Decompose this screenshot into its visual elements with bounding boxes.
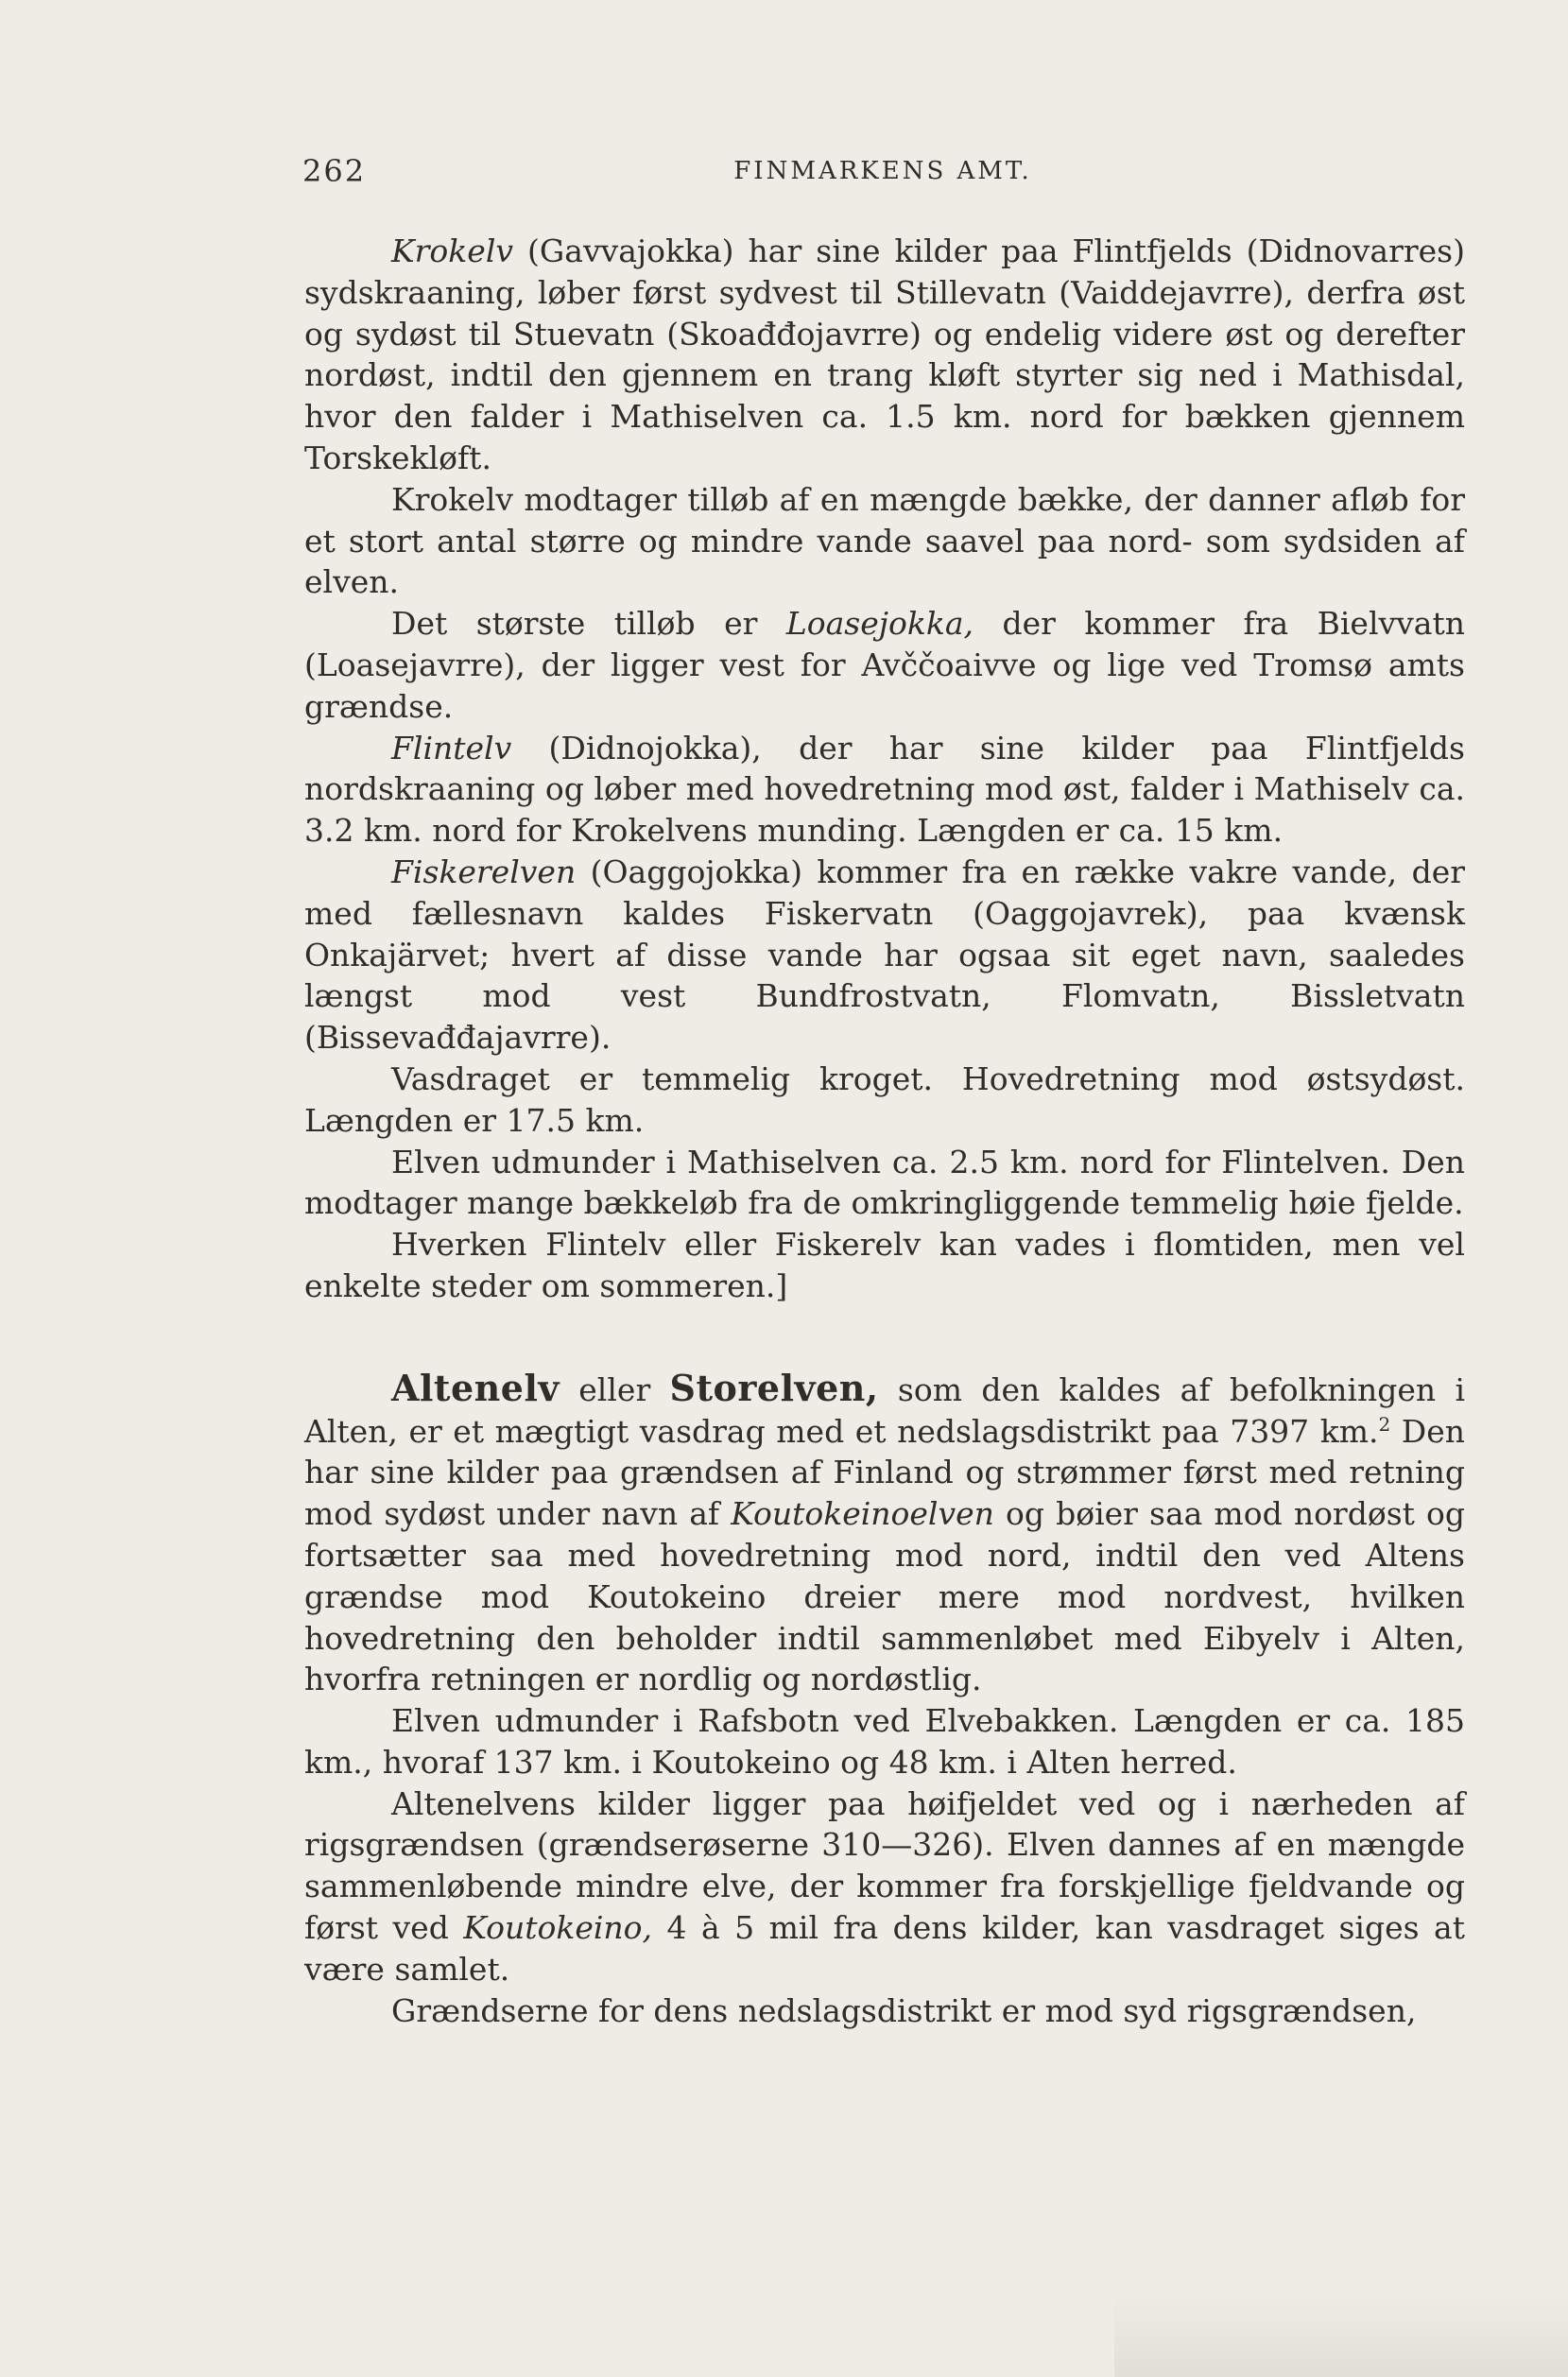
river-name-krokelv: Krokelv <box>391 233 514 269</box>
paragraph-grændserne <box>304 1990 1465 2032</box>
paragraph-udmunder <box>304 1142 1465 1225</box>
paragraph-text: der kommer fra Bielvvatn (Loasejavrre), der ligger vest for Avččoaivve og lige ved Tromsø amts grændse. <box>304 605 1465 725</box>
paragraph-text: (Oaggojokka) kommer fra en række vakre vande, der med fællesnavn kaldes Fiskervatn (Oaggojavrek), paa kvænsk Onkajärvet; hvert af disse vande har ogsaa sit eget navn, saaledes længst mod vest Bundfrostvatn, Flomvatn, Bissletvatn (Bissevađđajavrre). <box>304 853 1465 1057</box>
river-name-koutokeinoelven: Koutokeinoelven <box>731 1495 994 1533</box>
paragraph-text: Elven udmunder i Rafsbotn ved Elvebakken. Længden er ca. 185 km., hvoraf 137 km. i Koutokeino og 48 km. i Alten herred. <box>304 1702 1465 1781</box>
river-name-loasejokka: Loasejokka, <box>785 605 974 643</box>
paragraph-text: (Gavvajokka) har sine kilder paa Flintfjelds (Didnovarres) sydskraaning, løber først sydvest til Stillevatn (Vaiddejavrre), derfra øst og sydøst til Stuevatn (Skoađđojavrre) og endelig videre øst og derefter nordøst, indtil den gjennem en trang kløft styrter sig ned i Mathisdal, hvor den falder i Mathiselven ca. 1.5 km. nord for bækken gjennem Torskekløft. <box>304 233 1465 476</box>
paragraph-altenelv <box>304 1368 1465 1700</box>
paragraph-fiskerelven <box>304 852 1465 1059</box>
place-name-koutokeino: Koutokeino, <box>463 1909 653 1947</box>
river-name-altenelv: Altenelv <box>391 1366 560 1409</box>
page-header <box>302 153 1463 191</box>
paragraph-text: Grændserne for dens nedslagsdistrikt er mod syd rigsgrændsen, <box>391 1991 1417 2029</box>
page-number: 262 <box>302 153 367 189</box>
paragraph-text: eller <box>559 1370 670 1408</box>
paragraph-text: Vasdraget er temmelig kroget. Hovedretning mod østsydøst. Længden er 17.5 km. <box>304 1059 1465 1139</box>
paragraph-text: Krokelv modtager tilløb af en mængde bække, der danner afløb for et stort antal større og mindre vande saavel paa nord- som sydsiden af elven. <box>304 480 1465 601</box>
page-corner-shadow <box>1114 2292 1568 2377</box>
paragraph-text: Hverken Flintelv eller Fiskerelv kan vades i flomtiden, men vel enkelte steder om sommeren.] <box>304 1226 1465 1304</box>
river-name-storelven: Storelven, <box>669 1366 879 1409</box>
running-head: FINMARKENS AMT. <box>733 157 1032 185</box>
paragraph-text: Altenelvens kilder ligger paa høifjeldet ved og i nærheden af rigsgrændsen (grændserøserne 310—326). Elven dannes af en mængde sammenløbende mindre elve, der kommer fra forskjellige fjeldvande og først ved <box>304 1784 1465 1947</box>
paragraph-text: 4 à 5 mil fra dens kilder, kan vasdraget siges at være samlet. <box>304 1909 1465 1988</box>
paragraph-flintelv <box>304 728 1465 852</box>
paragraph-text: (Didnojokka), der har sine kilder paa Flintfjelds nordskraaning og løber med hovedretning mod øst, falder i Mathiselv ca. 3.2 km. nord for Krokelvens munding. Længden er ca. 15 km. <box>304 729 1465 850</box>
paragraph-text: og bøier saa mod nordøst og fortsætter saa med hovedretning mod nord, indtil den ved Altens grændse mod Koutokeino dreier mere mod nordvest, hvilken hovedretning den beholder indtil sammenløbet med Eibyelv i Alten, hvorfra retningen er nordlig og nordøstlig. <box>304 1495 1465 1698</box>
paragraph-text: Elven udmunder i Mathiselven ca. 2.5 km. nord for Flintelven. Den modtager mange bækkeløb fra de omkringliggende temmelig høie fjelde. <box>304 1143 1465 1222</box>
paragraph-krokelv-tributaries <box>304 479 1465 603</box>
river-name-flintelv: Flintelv <box>391 729 512 766</box>
paragraph-loasejokka <box>304 603 1465 727</box>
footnote-marker: 2 <box>1378 1412 1391 1436</box>
paragraph-text: Det største tilløb er <box>391 605 786 643</box>
paragraph-text: som den kaldes af befolkningen i Alten, er et mægtigt vasdrag med et nedslagsdistrikt paa 7397 km. <box>304 1370 1465 1450</box>
body-text <box>304 231 1465 2031</box>
paragraph-krokelv <box>304 231 1465 479</box>
paragraph-vasdraget <box>304 1059 1465 1142</box>
river-name-fiskerelven: Fiskerelven <box>391 853 577 890</box>
paragraph-text: Den har sine kilder paa grændsen af Finland og strømmer først med retning mod sydøst under navn af <box>304 1412 1466 1533</box>
paragraph-hverken <box>304 1224 1465 1307</box>
paragraph-altenelv-mouth <box>304 1700 1465 1783</box>
paragraph-altenelv-sources <box>304 1783 1465 1990</box>
